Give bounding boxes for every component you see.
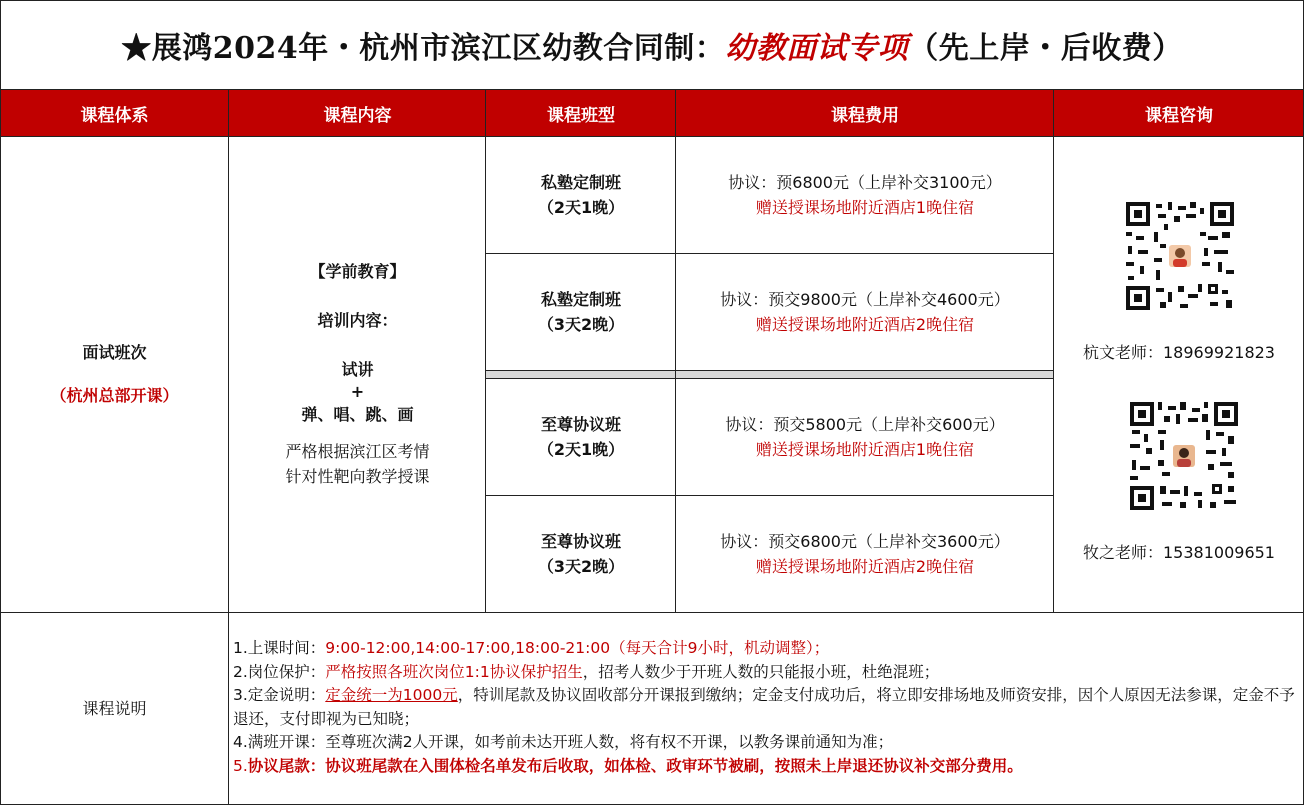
title-suffix: （先上岸・后收费） bbox=[908, 31, 1183, 66]
border-line bbox=[675, 89, 676, 613]
qr-code[interactable] bbox=[1124, 200, 1236, 312]
border-line bbox=[0, 0, 1304, 1]
note-prefix: 5. bbox=[233, 756, 248, 775]
class-type-cell bbox=[486, 136, 676, 253]
note-text: ，招考人数少于开班人数的只能报小班，杜绝混班； bbox=[582, 662, 940, 681]
class-fee: 协议：预交6800元（上岸补交3600元） bbox=[720, 531, 1010, 551]
note-item: 4.满班开课：至尊班次满2人开课，如考前未达开班人数，将有权不开课，以教务课前通知为准； bbox=[233, 733, 894, 751]
header-course-fee: 课程费用 bbox=[676, 90, 1054, 136]
class-gift: 赠送授课场地附近酒店2晚住宿 bbox=[755, 556, 975, 576]
note-item bbox=[233, 684, 1304, 731]
contact-label: 杭文老师：18969921823 bbox=[1083, 343, 1275, 362]
system-cell bbox=[0, 136, 229, 612]
class-gift: 赠送授课场地附近酒店1晚住宿 bbox=[755, 439, 975, 459]
class-type-cell bbox=[486, 378, 676, 495]
note-item bbox=[233, 755, 1304, 779]
border-line bbox=[0, 612, 1304, 613]
border-line bbox=[0, 0, 1, 805]
content-desc-line1: 严格根据滨江区考情 bbox=[285, 442, 430, 461]
border-line bbox=[486, 378, 1054, 379]
border-line bbox=[486, 495, 1054, 496]
class-name: 至尊协议班 bbox=[540, 414, 621, 434]
note-highlight: 严格按照各班次岗位1:1协议保护招生 bbox=[325, 662, 583, 681]
title-prefix: ★展鸿2024年・杭州市滨江区幼教合同制： bbox=[121, 31, 726, 66]
class-name: 私塾定制班 bbox=[540, 289, 621, 309]
note-highlight: 9:00-12:00,14:00-17:00,18:00-21:00（每天合计9小时，机动调整）； bbox=[325, 639, 830, 657]
notes-content bbox=[229, 612, 1304, 805]
note-prefix: 3.定金说明： bbox=[233, 686, 326, 704]
class-fee-cell bbox=[676, 253, 1054, 370]
header-course-content: 课程内容 bbox=[229, 90, 486, 136]
note-text: ，特训尾款及协议固收部分开课报到缴纳；定金支付成功后，将立即安排场地及师资安排，因个人原因无法参课，定金不予退还，支付即视为已知晓； bbox=[233, 686, 1295, 728]
header-course-system: 课程体系 bbox=[0, 90, 229, 136]
class-gift: 赠送授课场地附近酒店2晚住宿 bbox=[755, 314, 975, 334]
border-line bbox=[228, 89, 229, 805]
content-cell bbox=[229, 136, 486, 612]
class-fee: 协议：预6800元（上岸补交3100元） bbox=[728, 172, 1002, 192]
page-title bbox=[0, 0, 1304, 90]
header-consultation: 课程咨询 bbox=[1054, 90, 1304, 136]
contact-label: 牧之老师：15381009651 bbox=[1083, 543, 1275, 562]
system-name: 面试班次 bbox=[82, 343, 147, 362]
note-highlight: 定金统一为1000元 bbox=[325, 686, 458, 704]
class-name: 至尊协议班 bbox=[540, 531, 621, 551]
class-gift: 赠送授课场地附近酒店1晚住宿 bbox=[755, 197, 975, 217]
border-line bbox=[1053, 89, 1054, 613]
note-highlight: 协议尾款：协议班尾款在入围体检名单发布后收取，如体检、政审环节被刷，按照未上岸退还协议补交部分费用。 bbox=[247, 756, 1023, 775]
title-highlight: 幼教面试专项 bbox=[725, 31, 909, 66]
class-name: 私塾定制班 bbox=[540, 172, 621, 192]
class-duration: （2天1晚） bbox=[537, 439, 625, 459]
class-type-cell bbox=[486, 495, 676, 612]
class-fee-cell bbox=[676, 378, 1054, 495]
qr-code[interactable] bbox=[1128, 400, 1240, 512]
content-training-label: 培训内容： bbox=[317, 311, 398, 330]
note-prefix: 1.上课时间： bbox=[233, 639, 326, 657]
border-line bbox=[486, 253, 1054, 254]
class-fee-cell bbox=[676, 136, 1054, 253]
class-duration: （2天1晚） bbox=[537, 197, 625, 217]
class-fee: 协议：预交5800元（上岸补交600元） bbox=[725, 414, 1005, 434]
content-item-lecture: 试讲 bbox=[341, 360, 374, 379]
class-fee: 协议：预交9800元（上岸补交4600元） bbox=[720, 289, 1010, 309]
system-location: （杭州总部开课） bbox=[50, 386, 179, 405]
content-plus: + bbox=[350, 382, 365, 401]
note-item bbox=[233, 661, 1304, 685]
consultation-cell bbox=[1054, 136, 1304, 612]
header-class-type: 课程班型 bbox=[486, 90, 676, 136]
class-duration: （3天2晚） bbox=[537, 314, 625, 334]
border-line bbox=[486, 370, 1054, 371]
class-type-cell bbox=[486, 253, 676, 370]
notes-label: 课程说明 bbox=[82, 699, 147, 718]
border-line bbox=[0, 89, 1304, 90]
border-line bbox=[0, 136, 1304, 137]
class-duration: （3天2晚） bbox=[537, 556, 625, 576]
content-category: 【学前教育】 bbox=[309, 262, 406, 281]
section-divider bbox=[486, 370, 1054, 378]
content-desc-line2: 针对性靶向教学授课 bbox=[285, 467, 430, 486]
note-prefix: 2.岗位保护： bbox=[233, 662, 326, 681]
note-item bbox=[233, 637, 1304, 661]
content-item-skills: 弹、唱、跳、画 bbox=[301, 405, 414, 424]
class-fee-cell bbox=[676, 495, 1054, 612]
border-line bbox=[485, 89, 486, 613]
